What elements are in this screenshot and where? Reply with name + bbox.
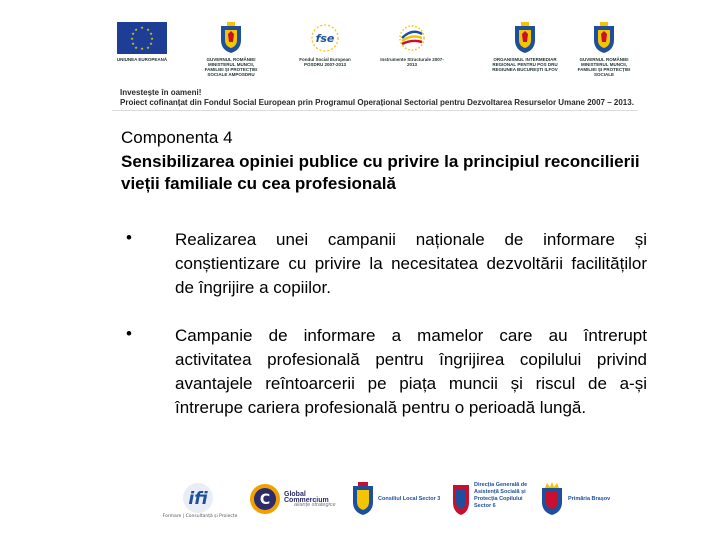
fse-caption: Fondul Social European POSDRU 2007-2013 [299, 57, 351, 67]
global-commercium-subtitle: alianțe strategice [294, 502, 336, 508]
romanian-coat-of-arms-icon-3 [592, 22, 616, 54]
bullet-text: Realizarea unei campanii naționale de informare și conștientizare cu privire la necesitatea dezvoltării facilităților de îngrijire a copiilor. [175, 230, 647, 297]
svg-text:★: ★ [140, 25, 144, 30]
consiliul-local-name: Consiliul Local Sector 3 [378, 496, 441, 502]
global-commercium-name: Global Commercium [284, 491, 329, 504]
structural-instruments-icon [392, 22, 432, 54]
project-cofinancing-line: Proiect cofinanțat din Fondul Social European prin Programul Operațional Sectorial pentru Dezvoltarea Resurselor Umane 2007 – 2013. [120, 98, 634, 107]
slide-title: Sensibilizarea opiniei publice cu privire la principiul reconcilierii vieții familiale cu cea profesională [121, 152, 640, 193]
sponsor-logo-banner [112, 22, 652, 84]
svg-text:★: ★ [149, 31, 153, 36]
global-commercium-mark-text: C [259, 492, 271, 508]
bullet-icon: • [126, 324, 132, 343]
tagline: Investește în oameni! [120, 88, 202, 97]
primaria-brasov-logo [540, 482, 620, 518]
dgaspc-line-4: Sector 6 [474, 503, 496, 509]
svg-text:★: ★ [134, 45, 138, 50]
fse-mark-icon [307, 22, 343, 54]
consiliul-local-logo [352, 482, 450, 518]
eu-flag-logo [112, 22, 172, 62]
gov-ministry-logo-2 [574, 22, 634, 77]
svg-text:★: ★ [131, 41, 135, 46]
bullet-text: Campanie de informare a mamelor care au întrerupt activitatea profesională pentru îngrijirea copilului privind avantajele reîntoarcerii pe piața muncii și riscul de a-și întrerupe cariera profesională pentru o perioadă lungă. [175, 326, 647, 417]
fse-mark-text: fse [315, 32, 335, 45]
sector3-crest-icon [352, 482, 374, 516]
dgaspc-crest-icon [452, 482, 470, 516]
romanian-coat-of-arms-icon [219, 22, 243, 54]
component-label: Componenta 4 [121, 128, 233, 147]
gov-ministry-2-caption: GUVERNUL ROMÂNIEI MINISTERUL MUNCII, FAMILIEI ȘI PROTECȚIEI SOCIALE [577, 57, 631, 77]
svg-text:★: ★ [134, 27, 138, 32]
eu-flag-icon [117, 22, 167, 54]
ifi-mark-icon [160, 482, 240, 518]
svg-text:★: ★ [150, 36, 154, 41]
ifi-logo [160, 482, 240, 520]
oiposdru-caption: ORGANISMUL INTERMEDIAR REGIONAL PENTRU POS DRU REGIUNEA BUCUREȘTI ILFOV [492, 57, 558, 72]
svg-text:★: ★ [131, 31, 135, 36]
gov-ministry-caption: GUVERNUL ROMÂNIEI MINISTERUL MUNCII, FAMILIEI ȘI PROTECȚIEI SOCIALE AMPOSDRU [204, 57, 258, 77]
svg-text:★: ★ [146, 27, 150, 32]
primaria-brasov-name: Primăria Brașov [568, 496, 611, 502]
brasov-crest-icon [540, 482, 564, 516]
eu-caption: UNIUNEA EUROPEANĂ [116, 57, 168, 62]
oiposdru-logo [490, 22, 560, 72]
global-commercium-icon [248, 482, 282, 516]
svg-text:★: ★ [149, 41, 153, 46]
global-commercium-logo [248, 482, 348, 518]
ifi-mark-text: ifi [188, 489, 208, 509]
dgaspc-line-3: Protecția Copilului [474, 496, 523, 502]
structural-instruments-logo [380, 22, 444, 67]
romanian-coat-of-arms-icon-2 [513, 22, 537, 54]
dgaspc-sector6-logo [452, 482, 532, 518]
structural-instruments-caption: Instrumente Structurale 2007-2013 [380, 57, 444, 67]
bullet-icon: • [126, 228, 132, 247]
dgaspc-line-1: Direcția Generală de [474, 482, 528, 488]
header-divider [112, 110, 638, 111]
fse-logo [292, 22, 358, 67]
ifi-caption: Formare | Consultanță și Proiecte [162, 514, 238, 518]
svg-text:★: ★ [146, 45, 150, 50]
dgaspc-line-2: Asistență Socială și [474, 489, 526, 495]
svg-text:★: ★ [130, 36, 134, 41]
partner-logo-footer [160, 482, 620, 524]
svg-text:★: ★ [140, 46, 144, 51]
gov-ministry-logo [202, 22, 260, 77]
